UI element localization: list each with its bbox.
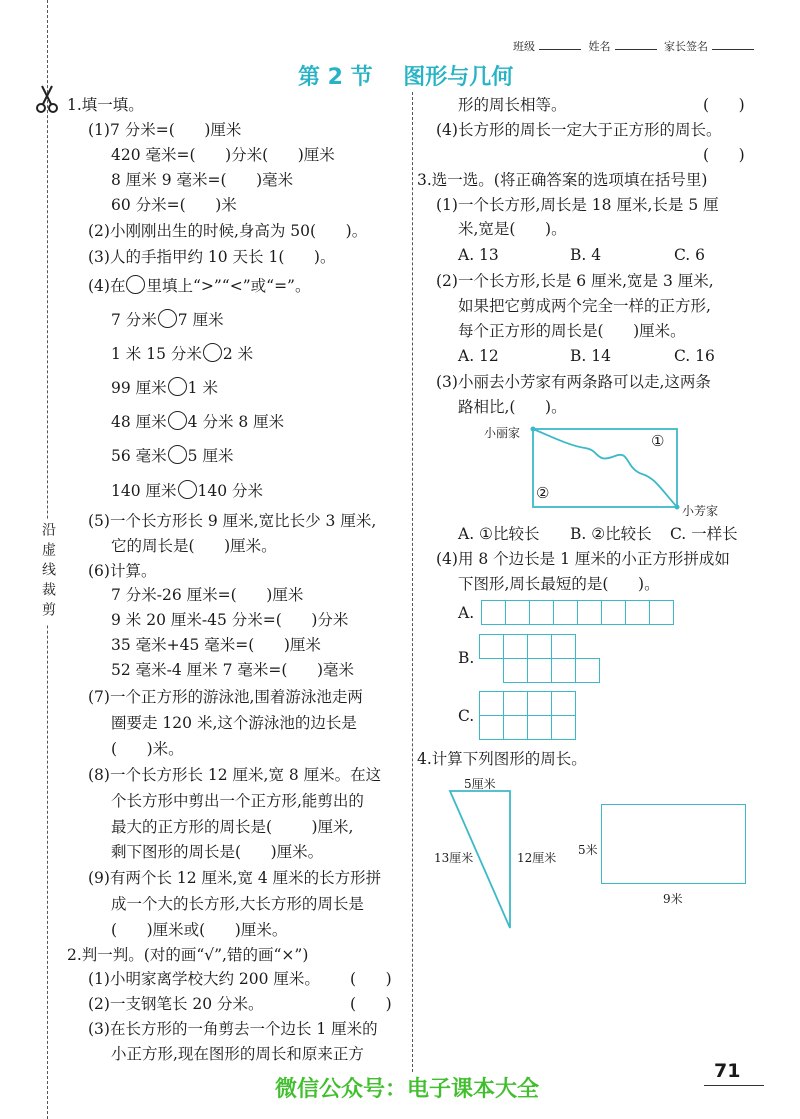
judge-paren[interactable]: ( ) xyxy=(703,146,745,164)
q3-2-options xyxy=(458,346,715,366)
q1-4 xyxy=(88,275,310,296)
q1-9a: (9)有两个长 12 厘米,宽 4 厘米的长方形拼 xyxy=(88,869,382,887)
q1-1d: 60 分米=( )米 xyxy=(111,196,237,214)
shape-a-label: A. xyxy=(458,604,475,622)
q1-3: (3)人的手指甲约 10 天长 1( )。 xyxy=(88,248,336,266)
cut-line-label: 沿虚线裁剪 xyxy=(40,522,56,622)
q1-6d: 52 毫米-4 厘米 7 毫米=( )毫米 xyxy=(111,661,355,679)
compare-row xyxy=(111,480,263,501)
rectangle-figure xyxy=(601,804,746,884)
compare-circle[interactable] xyxy=(178,480,197,499)
q4-title: 4.计算下列图形的周长。 xyxy=(417,750,587,768)
q2-3c: 形的周长相等。 xyxy=(458,96,567,114)
compare-left: 56 毫米 xyxy=(111,447,167,465)
q1-7a: (7)一个正方形的游泳池,围着游泳池走两 xyxy=(88,688,363,706)
shape-b-label: B. xyxy=(458,649,475,667)
q2-title: 2.判一判。(对的画“√”,错的画“×”) xyxy=(67,946,309,964)
rect-bottom-label: 9米 xyxy=(663,892,683,906)
option-b: B. ②比较长 xyxy=(570,525,652,543)
q1-6c: 35 毫米+45 毫米=( )厘米 xyxy=(111,636,321,654)
q1-7b: 圈要走 120 米,这个游泳池的边长是 xyxy=(111,714,357,732)
q1-title: 1.填一填。 xyxy=(67,96,144,114)
parent-label: 家长签名 xyxy=(664,40,708,53)
q1-8d: 剩下图形的周长是( )厘米。 xyxy=(111,843,324,861)
compare-row xyxy=(111,343,253,364)
compare-right: 2 米 xyxy=(222,345,254,363)
triangle-top-label: 5厘米 xyxy=(464,777,496,791)
q1-6: (6)计算。 xyxy=(88,562,157,580)
q3-title: 3.选一选。(将正确答案的选项填在括号里) xyxy=(417,171,708,189)
page-number: 71 xyxy=(714,1060,741,1082)
q3-1b: 米,宽是( )。 xyxy=(458,220,567,238)
compare-left: 1 米 15 分米 xyxy=(111,345,202,363)
q1-1c: 8 厘米 9 毫米=( )毫米 xyxy=(111,171,294,189)
compare-right: 1 米 xyxy=(187,379,218,397)
watermark: 微信公众号：电子课本大全 xyxy=(275,1077,540,1102)
compare-right: 5 厘米 xyxy=(187,447,234,465)
q3-1-options xyxy=(458,245,705,265)
q1-6a: 7 分米-26 厘米=( )厘米 xyxy=(111,586,304,604)
compare-right: 7 厘米 xyxy=(177,311,224,329)
q1-1: (1)7 分米=( )厘米 xyxy=(88,121,242,139)
q3-3a: (3)小丽去小芳家有两条路可以走,这两条 xyxy=(436,373,711,391)
judge-paren[interactable]: ( ) xyxy=(350,995,392,1013)
q3-3-options xyxy=(458,524,738,544)
judge-paren[interactable]: ( ) xyxy=(703,96,745,114)
q1-7c: ( )米。 xyxy=(111,740,184,758)
compare-left: 7 分米 xyxy=(111,311,157,329)
rect-side-label: 5米 xyxy=(578,843,598,857)
option-c: C. 6 xyxy=(674,246,706,264)
map-start-label: 小丽家 xyxy=(484,426,521,440)
compare-circle[interactable] xyxy=(158,309,177,328)
compare-left: 99 厘米 xyxy=(111,379,167,397)
page-title: 第 2 节 图形与几何 xyxy=(298,65,514,90)
q3-2b: 如果把它剪成两个完全一样的正方形, xyxy=(458,297,711,315)
compare-row xyxy=(111,377,218,398)
q1-4-pre: (4)在 xyxy=(88,277,126,295)
q1-9b: 成一个大的长方形,大长方形的周长是 xyxy=(111,895,364,913)
q1-8a: (8)一个长方形长 12 厘米,宽 8 厘米。在这 xyxy=(88,766,382,784)
q1-2: (2)小刚刚出生的时候,身高为 50( )。 xyxy=(88,222,368,240)
triangle-left-label: 13厘米 xyxy=(434,851,474,865)
q3-3b: 路相比,( )。 xyxy=(458,398,567,416)
page-number-rule xyxy=(704,1085,764,1086)
judge-paren[interactable]: ( ) xyxy=(350,970,392,988)
shape-a-grid xyxy=(481,600,674,625)
q2-4: (4)长方形的周长一定大于正方形的周长。 xyxy=(436,121,722,139)
compare-left: 48 厘米 xyxy=(111,413,167,431)
option-a: A. ①比较长 xyxy=(458,525,540,543)
compare-circle[interactable] xyxy=(168,445,187,464)
name-field[interactable] xyxy=(615,39,657,50)
option-b: B. 4 xyxy=(570,246,602,264)
compare-right: 4 分米 8 厘米 xyxy=(187,413,285,431)
option-a: A. 12 xyxy=(458,347,499,365)
compare-circle[interactable] xyxy=(203,343,222,362)
q1-8c: 最大的正方形的周长是( )厘米, xyxy=(111,818,354,836)
q1-5b: 它的周长是( )厘米。 xyxy=(111,537,277,555)
compare-circle[interactable] xyxy=(168,377,187,396)
parent-signature-field[interactable] xyxy=(712,39,754,50)
q3-2c: 每个正方形的周长是( )厘米。 xyxy=(458,322,686,340)
q3-4b: 下图形,周长最短的是( )。 xyxy=(458,575,660,593)
class-field[interactable] xyxy=(539,39,581,50)
q2-3b: 小正方形,现在图形的周长和原来正方 xyxy=(111,1045,364,1063)
shape-c-grid xyxy=(479,691,576,740)
q1-8b: 个长方形中剪出一个正方形,能剪出的 xyxy=(111,792,364,810)
class-label: 班级 xyxy=(513,40,535,53)
route-2-label: ② xyxy=(536,484,550,502)
compare-circle[interactable] xyxy=(168,411,187,430)
name-label: 姓名 xyxy=(588,40,611,53)
option-a: A. 13 xyxy=(458,246,499,264)
shape-b-grid xyxy=(479,634,599,683)
q1-4-post: 里填上“>”“<”或“=”。 xyxy=(146,277,311,295)
q1-9c: ( )厘米或( )厘米。 xyxy=(111,921,288,939)
option-c: C. 16 xyxy=(674,347,715,365)
q2-2: (2)一支钢笔长 20 分米。 xyxy=(88,995,264,1013)
header-fields xyxy=(513,38,758,54)
compare-row xyxy=(111,411,284,432)
shape-c-label: C. xyxy=(458,707,475,725)
q3-4a: (4)用 8 个边长是 1 厘米的小正方形拼成如 xyxy=(436,550,730,568)
option-c: C. 一样长 xyxy=(670,525,738,543)
q1-6b: 9 米 20 厘米-45 分米=( )分米 xyxy=(111,611,349,629)
q3-2a: (2)一个长方形,长是 6 厘米,宽是 3 厘米, xyxy=(436,272,714,290)
option-b: B. 14 xyxy=(570,347,611,365)
compare-row xyxy=(111,445,233,466)
q3-1a: (1)一个长方形,周长是 18 厘米,长是 5 厘 xyxy=(436,196,719,214)
column-divider xyxy=(412,92,413,1072)
route-1-label: ① xyxy=(651,432,665,450)
scissors-icon xyxy=(34,84,60,118)
triangle-right-label: 12厘米 xyxy=(517,851,557,865)
q1-1b: 420 毫米=( )分米( )厘米 xyxy=(111,146,335,164)
q2-1: (1)小明家离学校大约 200 厘米。 xyxy=(88,970,320,988)
q2-3a: (3)在长方形的一角剪去一个边长 1 厘米的 xyxy=(88,1020,378,1038)
map-end-label: 小芳家 xyxy=(682,504,719,518)
compare-left: 140 厘米 xyxy=(111,482,177,500)
compare-row xyxy=(111,309,224,330)
q1-5a: (5)一个长方形长 9 厘米,宽比长少 3 厘米, xyxy=(88,512,377,530)
compare-circle xyxy=(126,275,145,294)
compare-right: 140 分米 xyxy=(197,482,264,500)
